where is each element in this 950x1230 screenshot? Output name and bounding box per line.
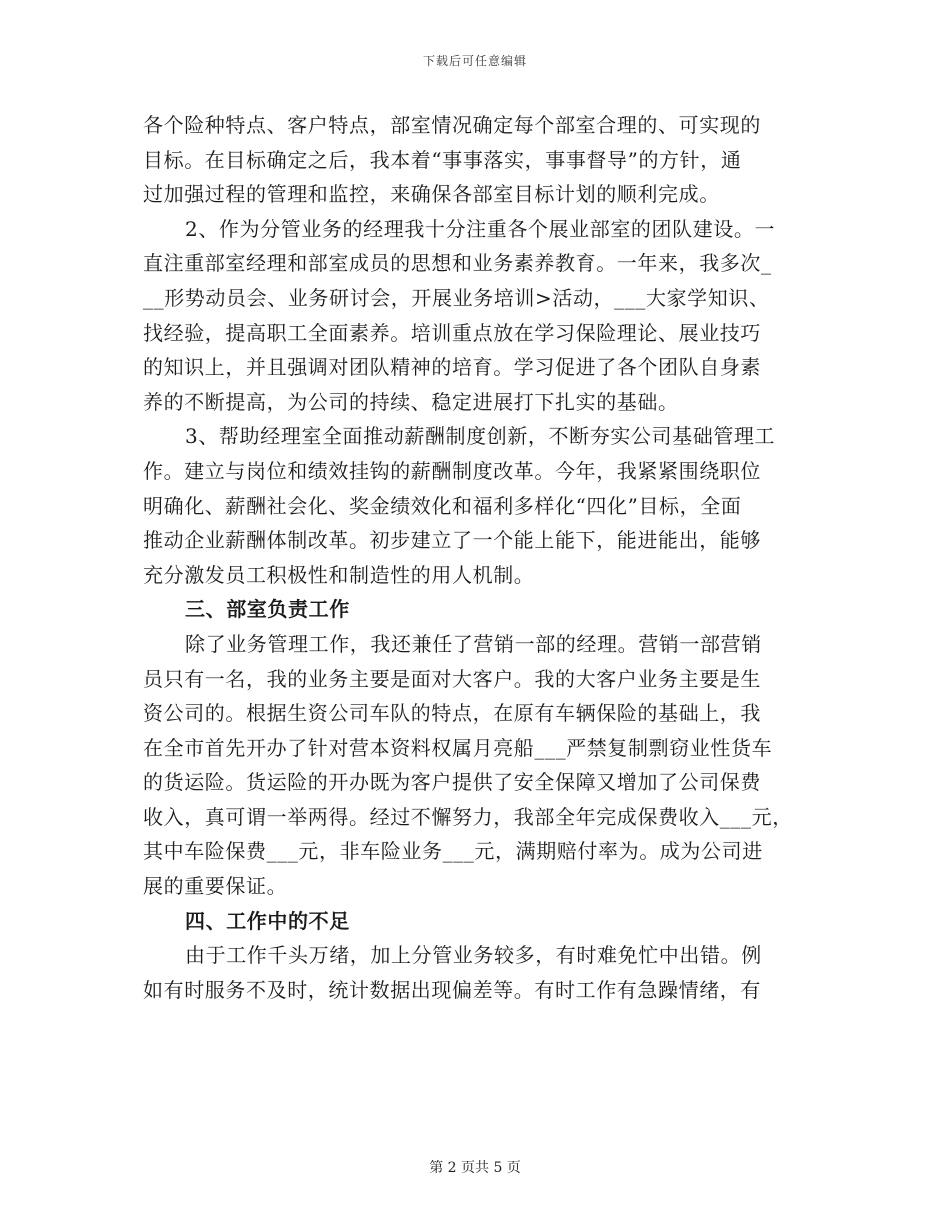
paragraph-line: 过加强过程的管理和监控，来确保各部室目标计划的顺利完成。 <box>143 182 720 207</box>
paragraph-line: 2、作为分管业务的经理我十分注重各个展业部室的团队建设。一 <box>185 216 776 241</box>
paragraph-line: 除了业务管理工作，我还兼任了营销一部的经理。营销一部营销 <box>185 631 762 656</box>
paragraph-line: 充分激发员工积极性和制造性的用人机制。 <box>143 562 535 587</box>
paragraph-line: 的货运险。货运险的开办既为客户提供了安全保障又增加了公司保费 <box>143 770 761 795</box>
page-number: 第 2 页共 5 页 <box>429 1160 521 1176</box>
paragraph-line: 3、帮助经理室全面推动薪酬制度创新，不断夯实公司基础管理工 <box>185 424 776 449</box>
paragraph-line: 各个险种特点、客户特点，部室情况确定每个部室合理的、可实现的 <box>143 113 761 137</box>
page-header-note: 下载后可任意编辑 <box>422 54 527 68</box>
paragraph-line: 收入，真可谓一举两得。经过不懈努力，我部全年完成保费收入___元， <box>143 804 793 829</box>
paragraph-line: 由于工作千头万绪，加上分管业务较多，有时难免忙中出错。例 <box>185 943 762 968</box>
document-body <box>143 108 813 1007</box>
paragraph-line: 展的重要保证。 <box>143 874 288 899</box>
paragraph-line: 直注重部室经理和部室成员的思想和业务素养教育。一年来，我多次_ <box>143 251 772 276</box>
paragraph-line: 明确化、薪酬社会化、奖金绩效化和福利多样化“四化”目标，全面 <box>143 493 742 518</box>
paragraph-line: 资公司的。根据生资公司车队的特点，在原有车辆保险的基础上，我 <box>143 701 761 726</box>
paragraph-line: 员只有一名，我的业务主要是面对大客户。我的大客户业务主要是生 <box>143 666 761 691</box>
section-heading: 四、工作中的不足 <box>185 908 350 933</box>
paragraph-line: 如有时服务不及时，统计数据出现偏差等。有时工作有急躁情绪，有 <box>143 977 761 1002</box>
section-heading: 三、部室负责工作 <box>185 597 350 622</box>
paragraph-line: 推动企业薪酬体制改革。初步建立了一个能上能下，能进能出，能够 <box>143 528 761 553</box>
paragraph-line: 其中车险保费___元，非车险业务___元，满期赔付率为。成为公司进 <box>143 839 763 864</box>
paragraph-line: __形势动员会、业务研讨会，开展业务培训>活动，___大家学知识、 <box>143 285 770 310</box>
paragraph-line: 找经验，提高职工全面素养。培训重点放在学习保险理论、展业技巧 <box>143 320 761 345</box>
paragraph-line: 目标。在目标确定之后，我本着“事事落实，事事督导”的方针，通 <box>143 147 742 172</box>
paragraph-line: 养的不断提高，为公司的持续、稳定进展打下扎实的基础。 <box>143 389 679 414</box>
paragraph-line: 的知识上，并且强调对团队精神的培育。学习促进了各个团队自身素 <box>143 355 761 380</box>
paragraph-line: 作。建立与岗位和绩效挂钩的薪酬制度改革。今年，我紧紧围绕职位 <box>143 458 761 483</box>
paragraph-line: 在全市首先开办了针对营本资料权属月亮船___严禁复制剽窃业性货车 <box>143 735 773 760</box>
